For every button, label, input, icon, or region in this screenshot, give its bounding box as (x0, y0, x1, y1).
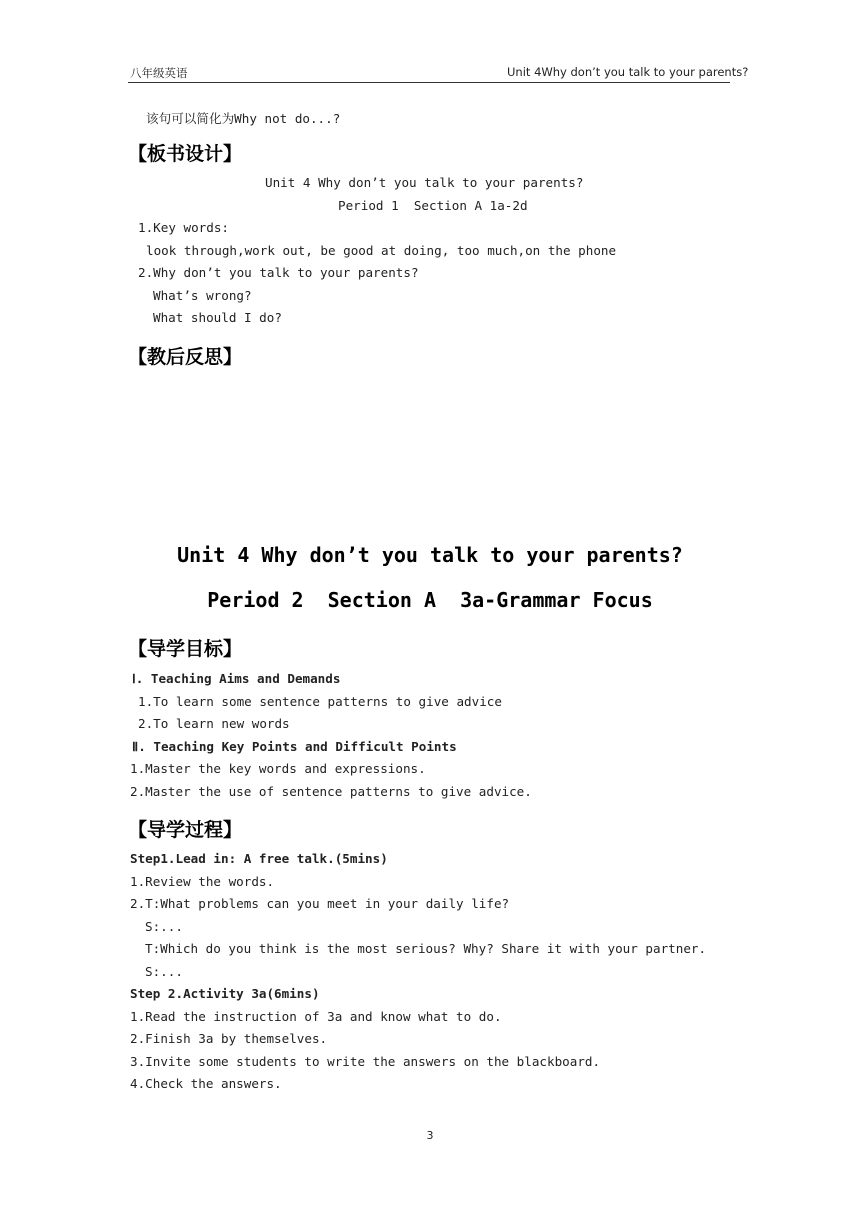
objective-item: 1.To learn some sentence patterns to give advice (138, 694, 502, 709)
board-item: What should I do? (153, 310, 282, 325)
objective-item: 2.Master the use of sentence patterns to give advice. (130, 784, 532, 799)
objectives-section2-title: Ⅱ. Teaching Key Points and Difficult Points (132, 739, 457, 754)
objective-item: 2.To learn new words (138, 716, 290, 731)
board-item: 1.Key words: (138, 220, 229, 235)
period2-title: Unit 4 Why don’t you talk to your parents? (177, 543, 683, 567)
header-left: 八年级英语 (130, 66, 188, 80)
header-rule (128, 82, 730, 83)
step2-line: 1.Read the instruction of 3a and know what to do. (130, 1009, 502, 1024)
step2-title: Step 2.Activity 3a(6mins) (130, 986, 320, 1001)
step2-line: 3.Invite some students to write the answers on the blackboard. (130, 1054, 601, 1069)
board-item: What’s wrong? (153, 288, 252, 303)
step1-line: S:... (145, 964, 183, 979)
board-item: look through,work out, be good at doing, too much,on the phone (146, 243, 617, 258)
board-design-subtitle: Period 1 Section A 1a-2d (338, 198, 528, 213)
step1-line: 2.T:What problems can you meet in your daily life? (130, 896, 510, 911)
step1-line: T:Which do you think is the most serious? Why? Share it with your partner. (145, 941, 707, 956)
reflection-heading: 【教后反思】 (128, 346, 243, 368)
objectives-section1-title: Ⅰ. Teaching Aims and Demands (132, 671, 341, 686)
board-design-heading: 【板书设计】 (128, 143, 243, 165)
intro-line: 该句可以简化为Why not do...? (146, 111, 341, 126)
step2-line: 4.Check the answers. (130, 1076, 282, 1091)
objectives-heading: 【导学目标】 (128, 638, 243, 660)
period2-subtitle: Period 2 Section A 3a-Grammar Focus (207, 588, 653, 612)
step1-title: Step1.Lead in: A free talk.(5mins) (130, 851, 388, 866)
step1-line: 1.Review the words. (130, 874, 275, 889)
step1-line: S:... (145, 919, 183, 934)
process-heading: 【导学过程】 (128, 819, 243, 841)
header-right: Unit 4Why don’t you talk to your parents? (507, 65, 749, 79)
board-item: 2.Why don’t you talk to your parents? (138, 265, 419, 280)
page-number: 3 (426, 1129, 434, 1142)
step2-line: 2.Finish 3a by themselves. (130, 1031, 328, 1046)
board-design-title: Unit 4 Why don’t you talk to your parents? (265, 175, 584, 190)
objective-item: 1.Master the key words and expressions. (130, 761, 426, 776)
